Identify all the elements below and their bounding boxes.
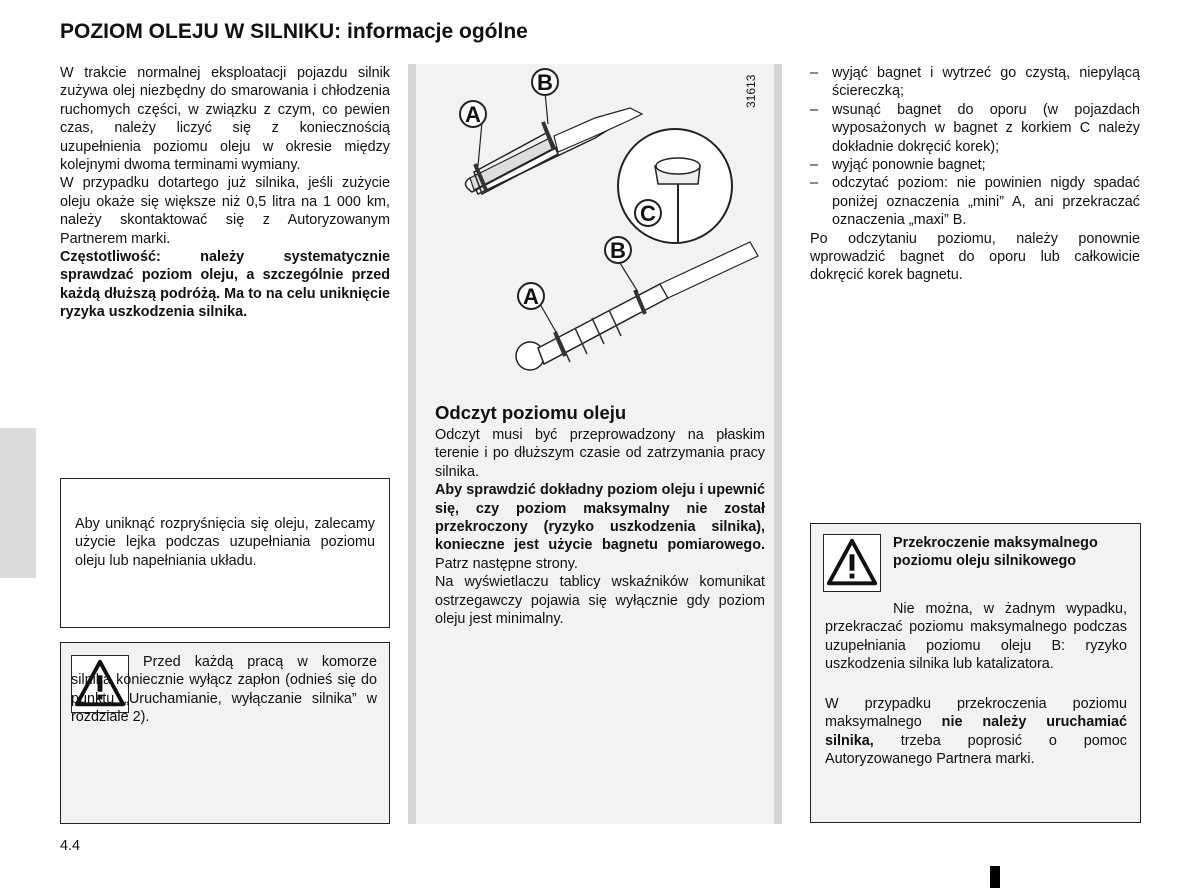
- page-title: POZIOM OLEJU W SILNIKU: informacje ogólne: [60, 20, 528, 43]
- figure-label-b-upper: B: [537, 70, 553, 95]
- left-column: [60, 64, 390, 322]
- dipstick-requirement: [435, 481, 765, 573]
- figure-label-a-lower: A: [523, 284, 539, 309]
- figure-label-a-upper: A: [465, 102, 481, 127]
- dipstick-figure: [430, 66, 775, 386]
- figure-label-c: C: [640, 201, 656, 226]
- step-item: – wyjąć ponownie bagnet;: [810, 156, 1140, 174]
- warning-triangle-icon: [823, 534, 881, 592]
- after-reading-paragraph: Po odczytaniu poziomu, należy ponownie wprowadzić bagnet do oporu lub całkowicie dokręcić korek bagnetu.: [810, 230, 1140, 284]
- consumption-paragraph: W przypadku dotartego już silnika, jeśli zużycie oleju okaże się większe niż 0,5 litra na 1 000 km, należy skontaktować się z Autoryzowanym Partnerem marki.: [60, 175, 390, 247]
- step-item: – odczytać poziom: nie powinien nigdy spadać poniżej oznaczenia „mini” A, ani przekraczać oznaczenia „maxi” B.: [810, 174, 1140, 229]
- dipstick-lower-illustration: [516, 242, 758, 370]
- right-column: [810, 64, 1140, 285]
- dipstick-requirement-bold: Aby sprawdzić dokładny poziom oleju i upewnić się, czy poziom maksymalny nie został przekroczony (ryzyko uszkodzenia silnika), konieczne jest użycie bagnetu pomiarowego.: [435, 482, 765, 554]
- overfill-warning-title: Przekroczenie maksymalnego poziomu oleju silnikowego: [893, 535, 1098, 570]
- dashboard-message-note: Na wyświetlaczu tablicy wskaźników komunikat ostrzegawczy pojawia się wyłącznie gdy poziom oleju jest minimalny.: [435, 574, 765, 628]
- note-box: [60, 478, 390, 628]
- column-divider-right: [774, 64, 782, 824]
- chapter-tab-marker: [0, 428, 36, 578]
- page-edge-marker: [990, 866, 1000, 888]
- figure-label-b-lower: B: [610, 238, 626, 263]
- column-divider-left: [408, 64, 416, 824]
- step-item: – wyjąć bagnet i wytrzeć go czystą, niepylącą ściereczką;: [810, 64, 1140, 101]
- warning-box-ignition: [60, 642, 390, 824]
- step-item: – wsunąć bagnet do oporu (w pojazdach wyposażonych w bagnet z korkiem C należy dokładnie dokręcić korek);: [810, 101, 1140, 156]
- overfill-action-b: trzeba poprosić o pomoc Autoryzowanego Partnera marki.: [825, 732, 1127, 768]
- overfill-action-bold: nie należy uruchamiać silnika,: [825, 714, 1128, 749]
- warning-box-overfill: [810, 523, 1141, 823]
- page-number: 4.4: [60, 838, 81, 854]
- overfill-warning-text: Nie można, w żadnym wypadku, przekraczać poziomu maksymalnego podczas uzupełniania poziomu oleju B: ryzyko uszkodzenia silnika lub katalizatora.: [825, 601, 1127, 673]
- middle-column-text: [435, 426, 765, 628]
- warning-ignition-text: Przed każdą pracą w komorze silnika koniecznie wyłącz zapłon (odnieś się do punktu „Uruchamianie, wyłączanie silnika” w rozdziale 2).: [71, 654, 377, 726]
- dipstick-upper-illustration: [465, 108, 642, 194]
- overfill-action-a: W przypadku przekroczenia poziomu maksymalnego: [825, 696, 1127, 731]
- note-text: Aby uniknąć rozpryśnięcia się oleju, zalecamy użycie lejka podczas uzupełniania poziomu oleju lub napełniania układu.: [75, 516, 375, 569]
- intro-paragraph: W trakcie normalnej eksploatacji pojazdu silnik zużywa olej niezbędny do smarowania i chłodzenia ruchomych części, w związku z czym, co pewien czas, należy liczyć się z koniecznością uzupełnienia poziomu oleju w okresie między kolejnymi dwoma terminami wymiany.: [60, 65, 390, 174]
- section-heading: Odczyt poziomu oleju: [435, 402, 627, 423]
- dipstick-requirement-rest: Patrz następne strony.: [435, 555, 578, 572]
- overfill-warning-action: [825, 695, 1127, 769]
- frequency-paragraph: Częstotliwość: należy systematycznie sprawdzać poziom oleju, a szczególnie przed każdą dłuższą podróżą. Ma to na celu uniknięcie ryzyka uszkodzenia silnika.: [60, 249, 390, 321]
- figure-number: 31613: [744, 74, 758, 108]
- reading-conditions: Odczyt musi być przeprowadzony na płaskim terenie i po dłuższym czasie od zatrzymania pracy silnika.: [435, 427, 765, 480]
